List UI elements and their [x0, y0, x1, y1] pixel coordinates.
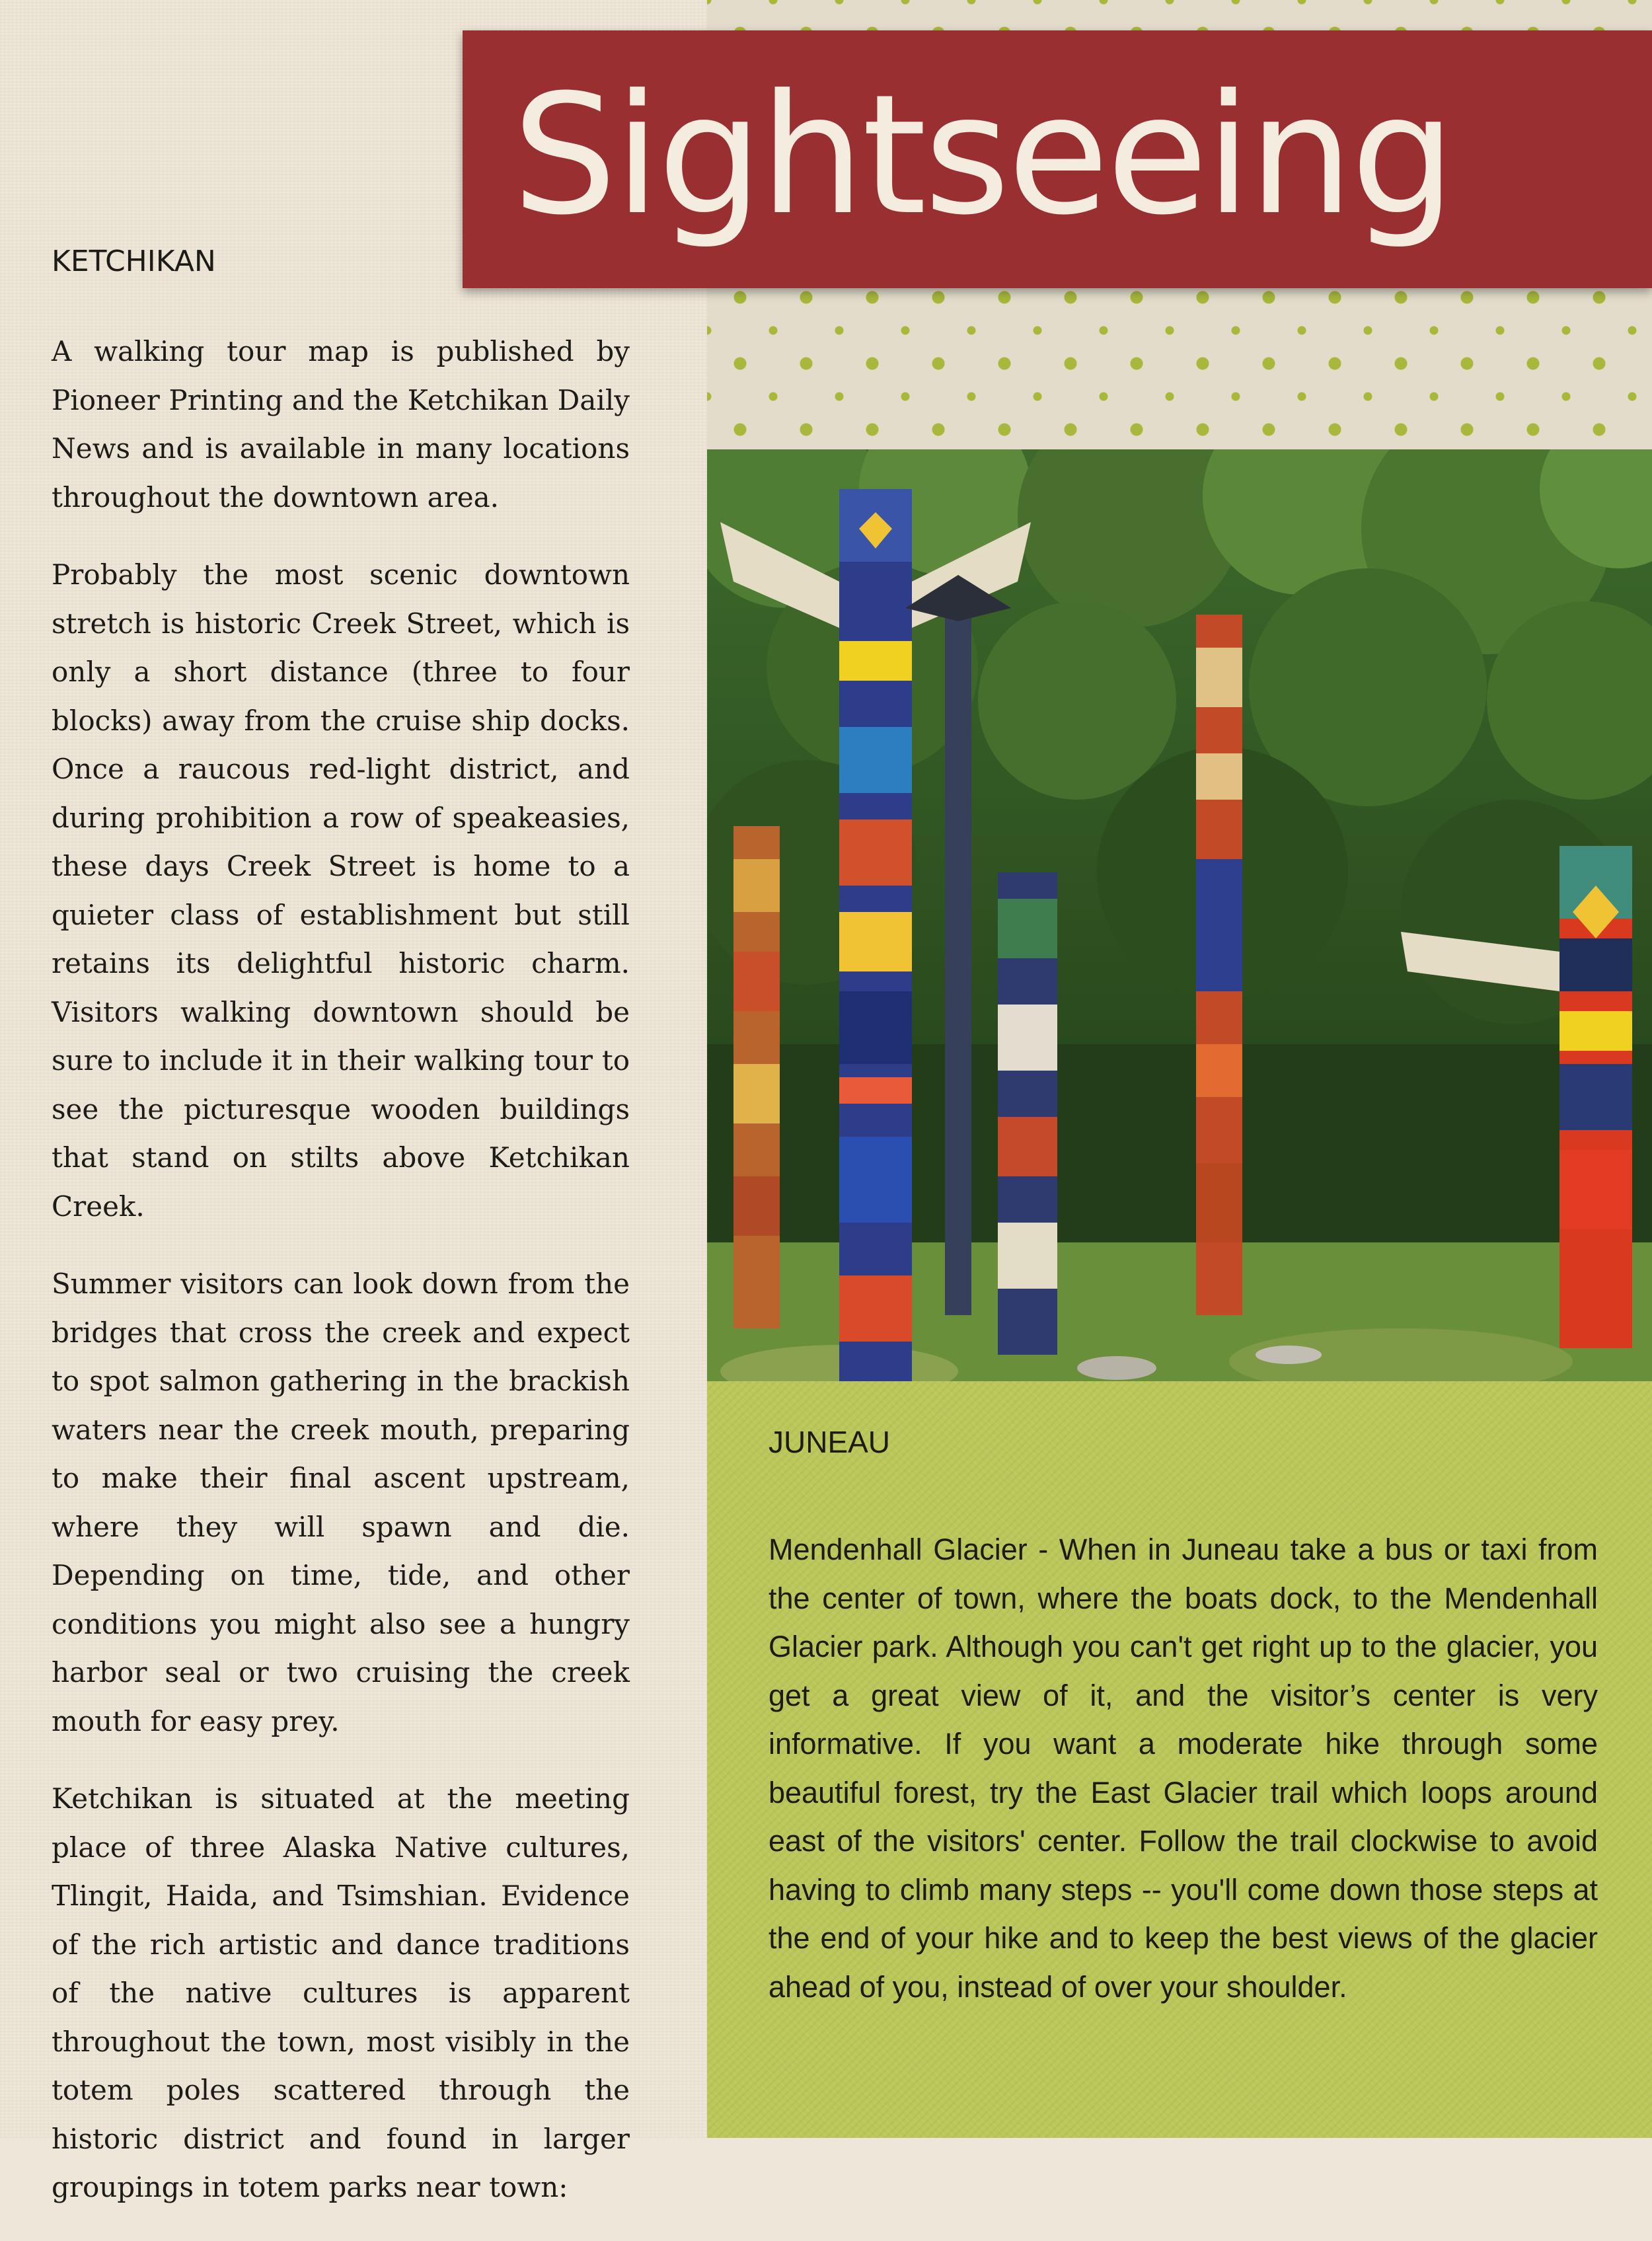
page-title: Sightseeing [512, 59, 1453, 251]
ketchikan-text [52, 327, 630, 2241]
ketchikan-paragraph: A walking tour map is published by Pioneer Printing and the Ketchikan Daily News and is available in many locations throughout the downtown area. [52, 335, 630, 513]
juneau-paragraph: Mendenhall Glacier - When in Juneau take a bus or taxi from the center of town, where the boats dock, to the Mendenhall Glacier park. Although you can't get right up to the glacier, you get a great view of it, and the visitor’s center is very informative. If you want a moderate hike through some beautiful forest, try the East Glacier trail which loops around east of the visitors' center. Follow the trail clockwise to avoid having to climb many steps -- you'll come down those steps at the end of your hike and to keep the best views of the glacier ahead of you, instead of over your shoulder. [769, 1533, 1598, 2004]
juneau-heading: JUNEAU [769, 1425, 891, 1459]
ketchikan-heading: KETCHIKAN [52, 245, 216, 278]
totem-poles-photo [707, 449, 1652, 1381]
ketchikan-paragraph: Ketchikan is situated at the meeting place of three Alaska Native cultures, Tlingit, Haida, and Tsimshian. Evidence of the rich artistic and dance traditions of the native cultures is apparent throughout the town, most visibly in the totem poles scattered through the historic district and found in larger groupings in totem parks near town: [52, 1782, 630, 2203]
ketchikan-paragraph: Summer visitors can look down from the bridges that cross the creek and expect to spot salmon gathering in the brackish waters near the creek mouth, preparing to make their final ascent upstream, where they will spawn and die. Depending on time, tide, and other conditions you might also see a hungry harbor seal or two cruising the creek mouth for easy prey. [52, 1268, 630, 1737]
ketchikan-paragraph: Probably the most scenic downtown stretch is historic Creek Street, which is only a short distance (three to four blocks) away from the cruise ship docks. Once a raucous red-light district, and during prohibition a row of speakeasies, these days Creek Street is home to a quieter class of establishment but still retains its delightful historic charm. Visitors walking downtown should be sure to include it in their walking tour to see the picturesque wooden buildings that stand on stilts above Ketchikan Creek. [52, 558, 630, 1223]
